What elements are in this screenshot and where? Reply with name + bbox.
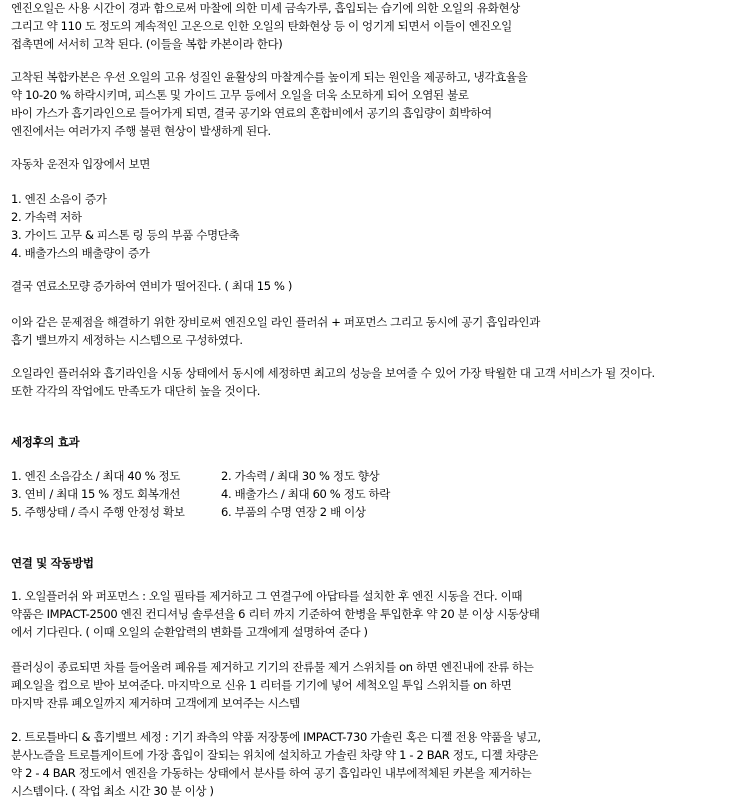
solution-line: 흡기 밸브까지 세정하는 시스템으로 구성하였다. <box>11 333 243 347</box>
method-step-1-line: 약품은 IMPACT-2500 엔진 컨디셔닝 솔루션을 6 리터 까지 기준하여 한병을 투입한후 약 20 분 이상 시동상태 <box>11 607 540 621</box>
driver-list-item: 4. 배출가스의 배출량이 증가 <box>11 246 150 260</box>
driver-list-item: 2. 가속력 저하 <box>11 210 82 224</box>
intro-line: 접촉면에 서서히 고착 된다. (이들을 복합 카본이라 한다) <box>11 37 283 51</box>
effect-item: 2. 가속력 / 최대 30 % 정도 향상 <box>221 469 380 483</box>
effect-item: 6. 부품의 수명 연장 2 배 이상 <box>221 505 366 519</box>
driver-heading: 자동차 운전자 입장에서 보면 <box>11 157 151 171</box>
method-step-2-line: 약 2 - 4 BAR 정도에서 엔진을 가동하는 상태에서 분사를 하여 공기 흡입라인 내부에적체된 카본을 제거하는 <box>11 766 532 780</box>
fuel-note: 결국 연료소모량 증가하여 연비가 떨어진다. ( 최대 15 % ) <box>11 279 293 293</box>
effect-item: 3. 연비 / 최대 15 % 정도 회복개선 <box>11 487 181 501</box>
effect-item: 5. 주행상태 / 즉시 주행 안정성 확보 <box>11 505 185 519</box>
effect-item: 4. 배출가스 / 최대 60 % 정도 하락 <box>221 487 391 501</box>
carbon-effect-line: 바이 가스가 흡기라인으로 들어가게 되면, 결국 공기와 연료의 혼합비에서 공기의 흡입량이 희박하여 <box>11 106 492 120</box>
driver-list-item: 3. 가이드 고무 & 피스톤 링 등의 부품 수명단축 <box>11 228 240 242</box>
service-line: 오일라인 플러쉬와 흡기라인을 시동 상태에서 동시에 세정하면 최고의 성능을 보여줄 수 있어 가장 탁월한 대 고객 서비스가 될 것이다. <box>11 366 655 380</box>
method-heading: 연결 및 작동방법 <box>11 556 94 570</box>
carbon-effect-line: 엔진에서는 여러가지 주행 불편 현상이 발생하게 된다. <box>11 124 271 138</box>
method-step-2-line: 시스템이다. ( 작업 최소 시간 30 분 이상 ) <box>11 784 214 798</box>
solution-line: 이와 같은 문제점을 해결하기 위한 장비로써 엔진오일 라인 플러쉬 + 퍼포먼스 그리고 동시에 공기 흡입라인과 <box>11 315 540 329</box>
carbon-effect-line: 약 10-20 % 하락시키며, 피스톤 및 가이드 고무 등에서 오일을 더욱 소모하게 되어 오염된 불로 <box>11 88 469 102</box>
effects-heading: 세정후의 효과 <box>11 435 80 449</box>
intro-line: 엔진오일은 사용 시간이 경과 함으로써 마찰에 의한 미세 금속가루, 흡입되는 습기에 의한 오일의 유화현상 <box>11 1 520 15</box>
method-step-2-line: 분사노즐을 트로틀게이트에 가장 흡입이 잘되는 위치에 설치하고 가솔린 차량 약 1 - 2 BAR 정도, 디젤 차량은 <box>11 748 538 762</box>
method-step-1-line: 1. 오일플러쉬 와 퍼포먼스 : 오일 필타를 제거하고 그 연결구에 아답타를 설치한 후 엔진 시동을 건다. 이때 <box>11 589 523 603</box>
service-line: 또한 각각의 작업에도 만족도가 대단히 높을 것이다. <box>11 384 261 398</box>
method-step-1-line: 에서 기다린다. ( 이때 오일의 순환압력의 변화를 고객에게 설명하여 준다 ) <box>11 625 368 639</box>
method-step-2-line: 2. 트로틀바디 & 흡기밸브 세정 : 기기 좌측의 약품 저장통에 IMPACT-730 가솔린 혹은 디젤 전용 약품을 넣고, <box>11 730 541 744</box>
method-step-1b-line: 마지막 잔류 폐오일까지 제거하며 고객에게 보여주는 시스템 <box>11 696 300 710</box>
method-step-1b-line: 플러싱이 종료되면 차를 들어올려 폐유를 제거하고 기기의 잔류물 제거 스위치를 on 하면 엔진내에 잔류 하는 <box>11 660 534 674</box>
driver-list-item: 1. 엔진 소음이 증가 <box>11 192 107 206</box>
effect-item: 1. 엔진 소음감소 / 최대 40 % 정도 <box>11 469 181 483</box>
method-step-1b-line: 폐오일을 컵으로 받아 보여준다. 마지막으로 신유 1 리터를 기기에 넣어 세척오일 투입 스위치를 on 하면 <box>11 678 512 692</box>
intro-line: 그리고 약 110 도 정도의 계속적인 고온으로 인한 오일의 탄화현상 등 이 엉기게 되면서 이들이 엔진오일 <box>11 19 512 33</box>
carbon-effect-line: 고착된 복합카본은 우선 오일의 고유 성질인 윤활상의 마찰계수를 높이게 되는 원인을 제공하고, 냉각효율을 <box>11 70 528 84</box>
